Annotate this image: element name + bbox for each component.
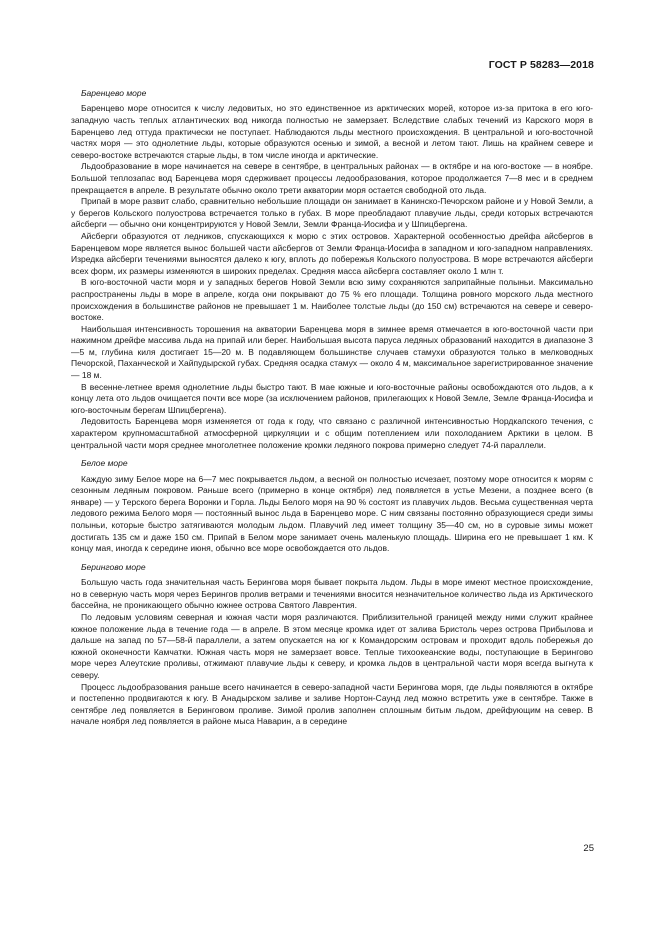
section-bering-sea <box>71 562 593 728</box>
paragraph: В юго-восточной части моря и у западных берегов Новой Земли всю зиму сохраняются заприпайные полыньи. Максимально распространены льды в море в апреле, когда они покрывают до 75 % его площади. Толщина ровного морского льда местного происхождения в большинстве районов не превышает 1 м. Наиболее толстые льды (до 150 см) встречаются на севере и северо-востоке. <box>71 277 593 323</box>
document-header: ГОСТ Р 58283—2018 <box>488 59 594 71</box>
paragraph: Айсберги образуются от ледников, спускающихся к морю с этих островов. Характерной особенностью дрейфа айсбергов в Баренцевом море является вынос большей части айсбергов от Земли Франца-Иосифа в западном и юго-западном направлениях. Изредка айсберги течениями выносятся далеко к югу, вплоть до побережья Кольского полуострова. В море встречаются айсберги всех форм, их размеры изменяются в широких пределах. Средняя масса айсберга составляет около 1 млн т. <box>71 230 593 276</box>
section-title: Белое море <box>81 458 128 469</box>
paragraph: Процесс льдообразования раньше всего начинается в северо-западной части Берингова моря, где льды появляются в октябре и постепенно продвигаются к югу. В Анадырском заливе и заливе Нортон-Саунд лед можно встретить уже в сентябре. Также в сентябре лед появляется в Беринговом проливе. Зимой пролив заполнен сплошным битым льдом, дрейфующим на север. В начале ноября лед появляется в районе мыса Наварин, а в середине <box>71 681 593 727</box>
paragraph: Каждую зиму Белое море на 6—7 мес покрывается льдом, а весной он полностью исчезает, поэтому море относится к морям с сезонным ледяным покровом. Раньше всего (примерно в конце октября) лед появляется в устье Мезени, а позднее всего (в январе) — у Терского берега Воронки и Горла. Льды Белого моря на 90 % состоят из плавучих льдов. Весьма существенная черта ледового режима Белого моря — постоянный вынос льда в Баренцево море. С ним связаны постоянно образующиеся среди зимы полыньи, которые быстро затягиваются молодым льдом. Плавучий лед имеет толщину 35—40 см, но в суровые зимы может достигать 135 см и даже 150 см. Припай в Белом море занимает очень маленькую площадь. Ширина его не превышает 1 км. К концу мая, иногда к середине июня, обычно все море освобождается ото льдов. <box>71 473 593 554</box>
page-number: 25 <box>583 843 594 854</box>
section-white-sea <box>71 458 593 555</box>
section-barents-sea <box>71 88 593 451</box>
paragraph: В весенне-летнее время однолетние льды быстро тают. В мае южные и юго-восточные районы освобождаются ото льдов, а к концу лета ото льдов очищается почти все море (за исключением районов, прилегающих к Новой Земле, Земле Франца-Иосифа и юго-восточным берегам Шпицбергена). <box>71 381 593 415</box>
paragraph: Наибольшая интенсивность торошения на акватории Баренцева моря в зимнее время отмечается в юго-восточной части при нажимном дрейфе массива льда на припай или берег. Наибольшая высота паруса ледяных образований находится в диапазоне 3—5 м, глубина киля достигает 15—20 м. В подавляющем большинстве случаев стамухи образуются только в мелководных Печорской, Паханческой и Хайпудырской губах. Средняя осадка стамух — около 4 м, максимальное зарегистрированное значение — 18 м. <box>71 323 593 381</box>
paragraph: Ледовитость Баренцева моря изменяется от года к году, что связано с различной интенсивностью Нордкапского течения, с характером крупномасштабной атмосферной циркуляции и с общим потеплением или похолоданием Арктики в целом. В центральной части моря среднее многолетнее положение кромки ледяного покрова примерно следует 74-й параллели. <box>71 416 593 450</box>
section-title: Берингово море <box>81 561 146 572</box>
paragraph: Баренцево море относится к числу ледовитых, но это единственное из арктических морей, которое из-за притока в его юго-западную часть теплых атлантических вод никогда полностью не замерзает. Вследствие слабых течений из Карского моря в Баренцево лед оттуда практически не поступает. Наблюдаются льды местного происхождения. В центральной и юго-восточной частях моря — это однолетние льды, которые образуются осенью и зимой, а весной и летом тают. Лишь на крайнем севере и северо-востоке встречаются старые льды, в том числе иногда и арктические. <box>71 103 593 160</box>
section-title: Баренцево море <box>81 88 147 98</box>
paragraph: Льдообразование в море начинается на севере в сентябре, в центральных районах — в октябре и на юго-востоке — в ноябре. Большой теплозапас вод Баренцева моря сдерживает процессы ледообразования, которое продолжается 7—8 мес и в среднем прекращается в апреле. В результате обычно около трети акватории моря остается свободной ото льда. <box>71 161 593 195</box>
paragraph: Большую часть года значительная часть Берингова моря бывает покрыта льдом. Льды в море имеют местное происхождение, но в северную часть моря через Берингов пролив ветрами и течениями вносится незначительное количество льда из Арктического бассейна, не проникающего обычно южнее острова Святого Лаврентия. <box>71 577 593 611</box>
document-body <box>71 88 593 735</box>
paragraph: По ледовым условиям северная и южная части моря различаются. Приблизительной границей между ними служит крайнее южное положение льда в течение года — в апреле. В этом месяце кромка идет от залива Бристоль через острова Прибылова и дальше на запад по 57—58-й параллели, а затем опускается на юг к Командорским островам и проходит вдоль побережья до южной оконечности Камчатки. Южная часть моря не замерзает вовсе. Теплые тихоокеанские воды, поступающие в Берингово море через Алеутские проливы, отжимают плавучие льды к северу, и кромка льдов в центральной части моря всегда выгнута к северу. <box>71 611 593 680</box>
paragraph: Припай в море развит слабо, сравнительно небольшие площади он занимает в Канинско-Печорском районе и у Новой Земли, а у берегов Кольского полуострова встречается только в губах. В море преобладают плавучие льды, среди которых встречаются айсберги — обычно они концентрируются у Новой Земли, Земли Франца-Иосифа и у Шпицбергена. <box>71 196 593 230</box>
